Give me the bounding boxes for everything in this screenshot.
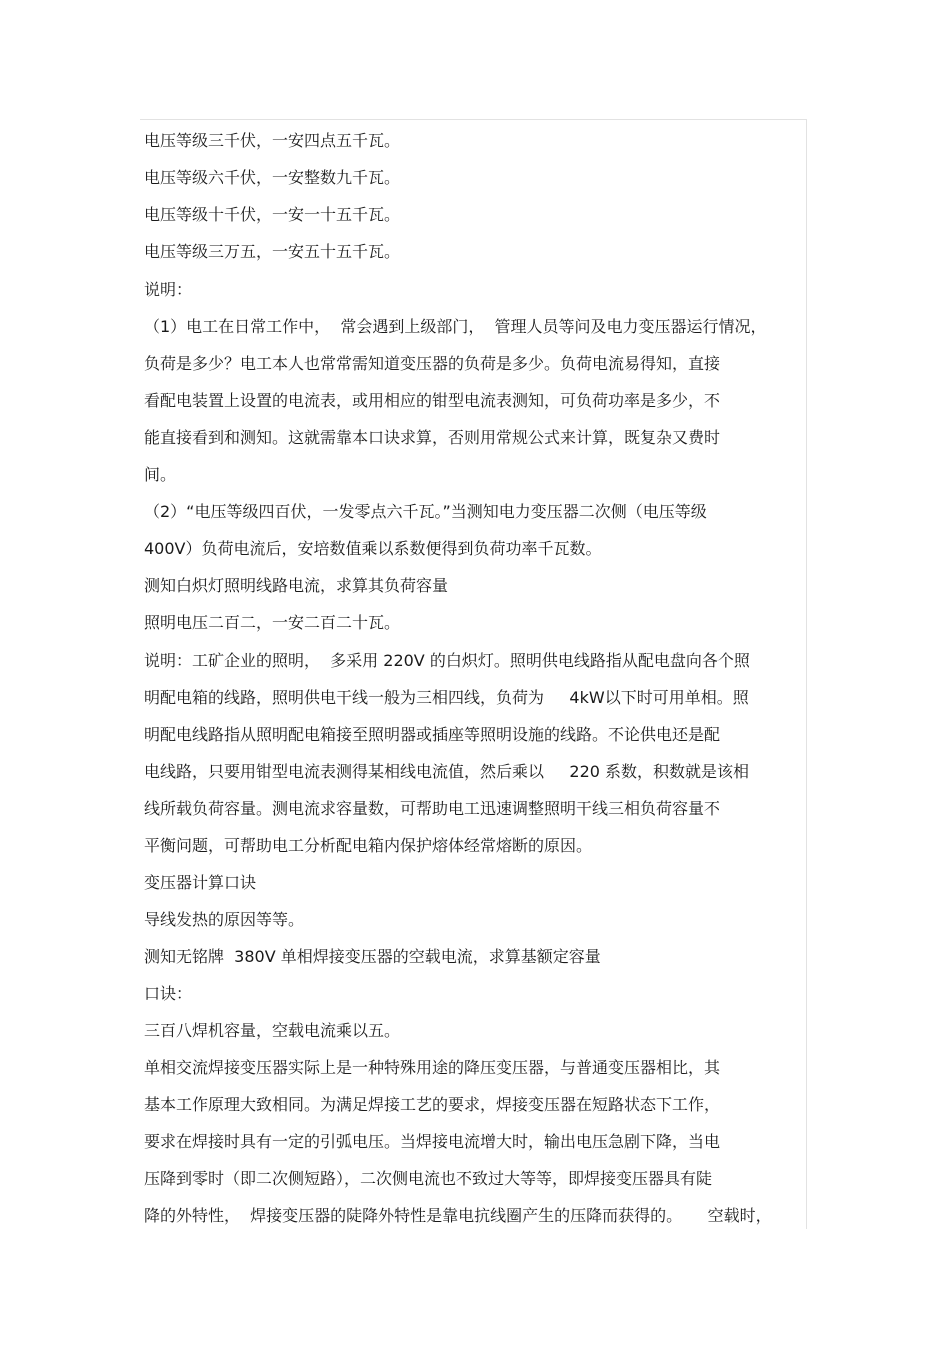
text-line: 口诀： [144, 984, 193, 1003]
text-line: 间。 [144, 465, 177, 484]
text-line: 说明： [144, 280, 193, 299]
text-line: 平衡问题，可帮助电工分析配电箱内保护熔体经常熔断的原因。 [144, 836, 593, 855]
text-line: 测知无铭牌 380V 单相焊接变压器的空载电流，求算基额定容量 [144, 947, 601, 966]
text-line: 三百八焊机容量，空载电流乘以五。 [144, 1021, 401, 1040]
text-line: （1）电工在日常工作中， 常会遇到上级部门， 管理人员等问及电力变压器运行情况， [144, 317, 767, 336]
text-line: 基本工作原理大致相同。为满足焊接工艺的要求，焊接变压器在短路状态下工作， [144, 1095, 721, 1114]
text-line: 说明：工矿企业的照明， 多采用 220V 的白炽灯。照明供电线路指从配电盘向各个照 [144, 651, 750, 670]
text-line: （2）“电压等级四百伏，一发零点六千瓦。”当测知电力变压器二次侧（电压等级 [144, 502, 707, 521]
text-line: 线所载负荷容量。测电流求容量数，可帮助电工迅速调整照明干线三相负荷容量不 [144, 799, 721, 818]
text-line: 导线发热的原因等等。 [144, 910, 305, 929]
text-line: 400V）负荷电流后，安培数值乘以系数便得到负荷功率千瓦数。 [144, 539, 602, 558]
text-line: 电压等级六千伏，一安整数九千瓦。 [144, 168, 401, 187]
text-line: 负荷是多少？电工本人也常常需知道变压器的负荷是多少。负荷电流易得知，直接 [144, 354, 721, 373]
text-line: 降的外特性， 焊接变压器的陡降外特性是靠电抗线圈产生的压降而获得的。 空载时， [144, 1206, 772, 1225]
text-line: 压降到零时（即二次侧短路），二次侧电流也不致过大等等，即焊接变压器具有陡 [144, 1169, 713, 1188]
text-line: 看配电装置上设置的电流表，或用相应的钳型电流表测知，可负荷功率是多少，不 [144, 391, 721, 410]
text-line: 照明电压二百二，一安二百二十瓦。 [144, 613, 401, 632]
text-line: 能直接看到和测知。这就需靠本口诀求算，否则用常规公式来计算，既复杂又费时 [144, 428, 721, 447]
text-line: 电线路，只要用钳型电流表测得某相线电流值，然后乘以 220 系数，积数就是该相 [144, 762, 750, 781]
text-line: 要求在焊接时具有一定的引弧电压。当焊接电流增大时，输出电压急剧下降，当电 [144, 1132, 721, 1151]
text-line: 电压等级三千伏，一安四点五千瓦。 [144, 131, 401, 150]
text-line: 电压等级十千伏，一安一十五千瓦。 [144, 205, 401, 224]
text-line: 明配电箱的线路，照明供电干线一般为三相四线，负荷为 4kW以下时可用单相。照 [144, 688, 749, 707]
text-line: 测知白炽灯照明线路电流，求算其负荷容量 [144, 576, 449, 595]
text-line: 明配电线路指从照明配电箱接至照明器或插座等照明设施的线路。不论供电还是配 [144, 725, 721, 744]
text-line: 单相交流焊接变压器实际上是一种特殊用途的降压变压器，与普通变压器相比，其 [144, 1058, 721, 1077]
text-line: 变压器计算口诀 [144, 873, 257, 892]
text-line: 电压等级三万五，一安五十五千瓦。 [144, 242, 401, 261]
